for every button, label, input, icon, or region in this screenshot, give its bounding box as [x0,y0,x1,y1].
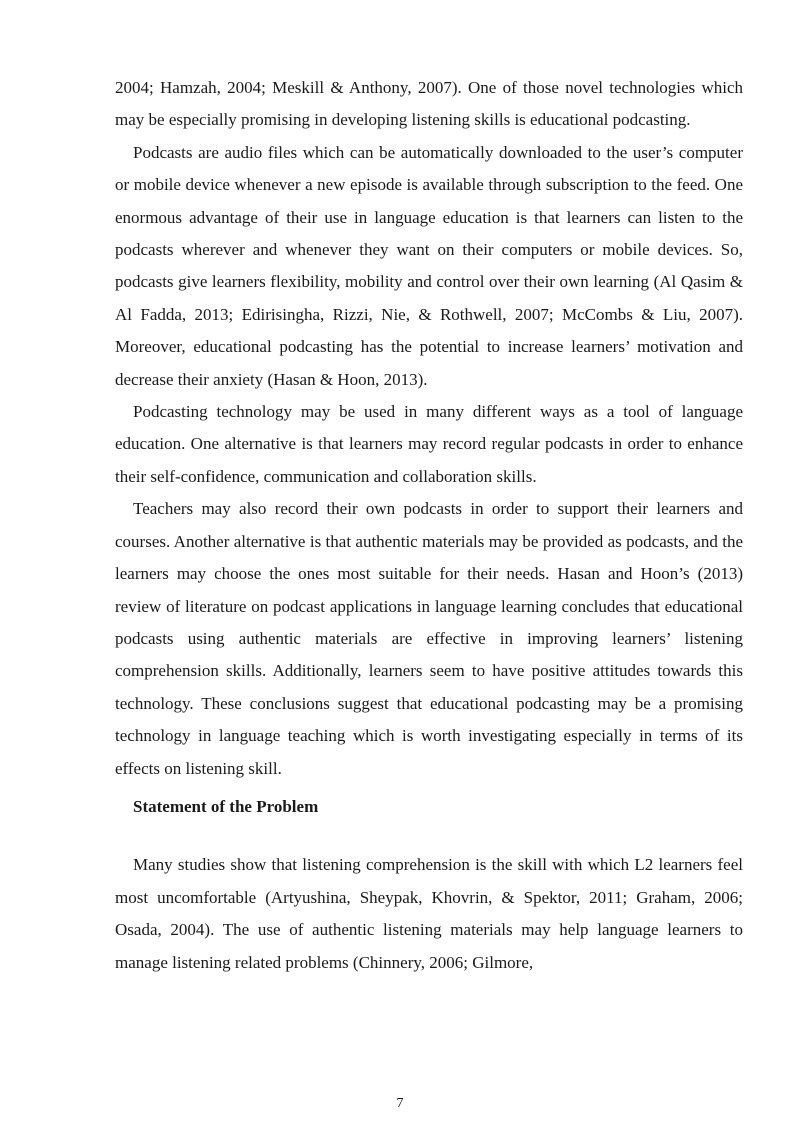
paragraph-podcasting-uses: Podcasting technology may be used in many different ways as a tool of language education. One alternative is that learners may record regular podcasts in order to enhance their self-confidence, communication and collaboration skills. [115,402,743,486]
paragraph-podcasts-definition: Podcasts are audio files which can be automatically downloaded to the user’s computer or mobile device whenever a new episode is available through subscription to the feed. One enormous advantage of their use in language education is that learners can listen to the podcasts wherever and whenever they want on their computers or mobile devices. So, podcasts give learners flexibility, mobility and control over their own learning (Al Qasim & Al Fadda, 2013; Edirisingha, Rizzi, Nie, & Rothwell, 2007; McCombs & Liu, 2007). Moreover, educational podcasting has the potential to increase learners’ motivation and decrease their anxiety (Hasan & Hoon, 2013). [115,142,743,389]
paragraph-problem-statement: Many studies show that listening comprehension is the skill with which L2 learners feel most uncomfortable (Artyushina, Sheypak, Khovrin, & Spektor, 2011; Graham, 2006; Osada, 2004). The use of authentic listening materials may help language learners to manage listening related problems (Chinnery, 2006; Gilmore, [115,855,743,972]
paragraph-continuation: 2004; Hamzah, 2004; Meskill & Anthony, 2007). One of those novel technologies which may be especially promising in developing listening skills is educational podcasting. [115,78,743,130]
heading-spacer [115,823,743,849]
section-heading: Statement of the Problem [133,796,319,816]
page-number: 7 [396,1096,404,1111]
paragraph-teacher-podcasts: Teachers may also record their own podcasts in order to support their learners and courses. Another alternative is that authentic materials may be provided as podcasts, and the learners may choose the ones most suitable for their needs. Hasan and Hoon’s (2013) review of literature on podcast applications in language learning concludes that educational podcasts using authentic materials are effective in improving learners’ listening comprehension skills. Additionally, learners seem to have positive attitudes towards this technology. These conclusions suggest that educational podcasting may be a promising technology in language teaching which is worth investigating especially in terms of its effects on listening skill. [115,499,743,778]
page-body [115,72,743,979]
